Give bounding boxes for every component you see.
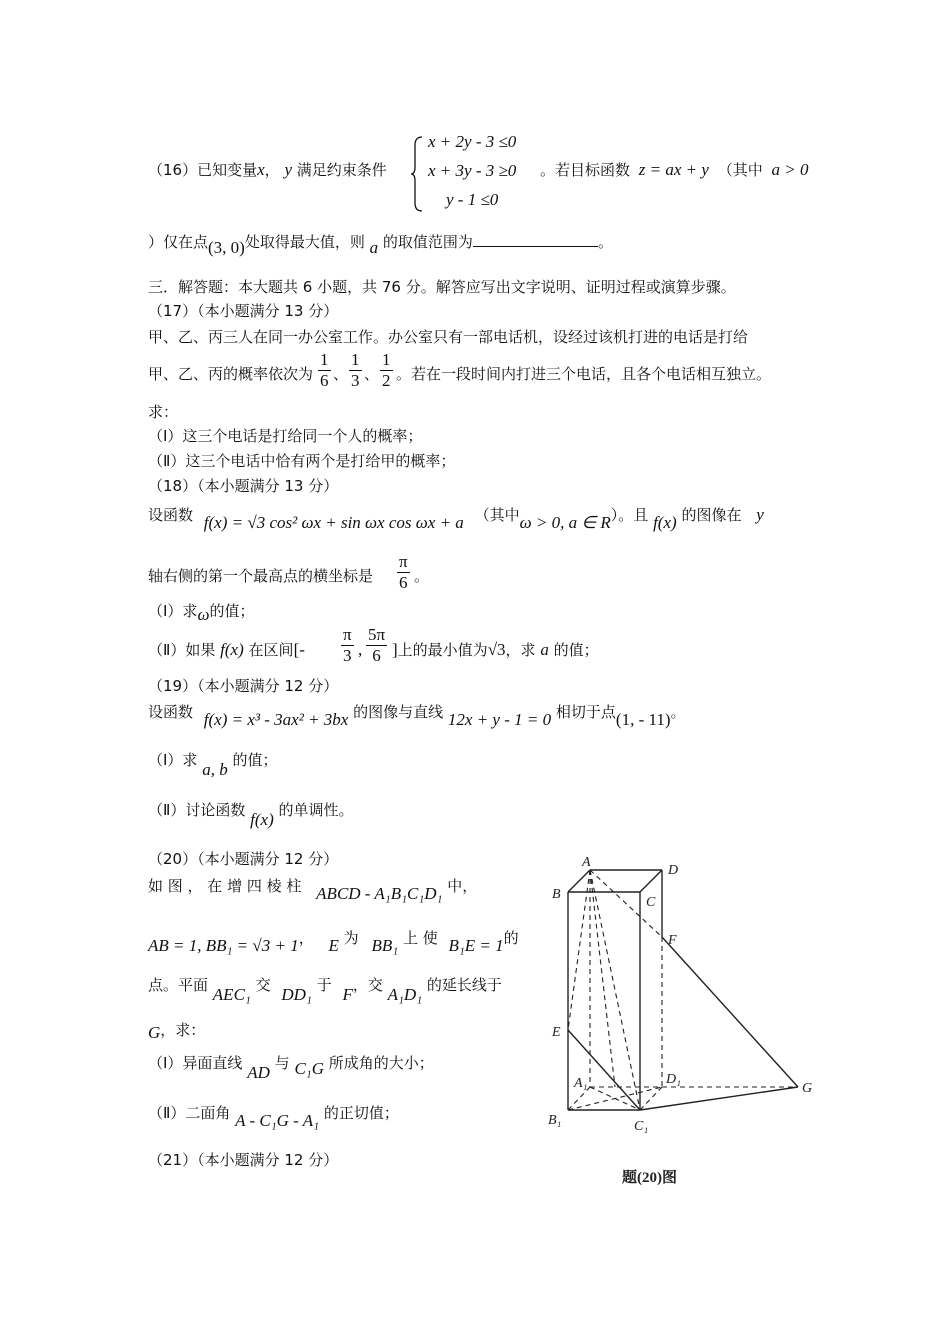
q18-function: f(x) = √3 cos² ωx + sin ωx cos ωx + a bbox=[203, 513, 464, 532]
q20-line1: 如 图 ， 在 增 四 棱 柱 ABCD - A₁B₁C₁D₁ 中， bbox=[148, 877, 478, 903]
q20-heading: （20）（本小题满分 12 分） bbox=[148, 850, 339, 868]
q20-line3: 点。平面 AEC₁ 交 DD₁ 于 F，交 A₁D₁ 的延长线于 bbox=[148, 976, 502, 1004]
q19-function: f(x) = x³ - 3ax² + 3bx bbox=[203, 710, 349, 729]
tangent-line: 12x + y - 1 = 0 bbox=[447, 710, 552, 729]
q19-part-ii: （Ⅱ）讨论函数 f(x) 的单调性。 bbox=[148, 801, 354, 829]
q17-line2b: 。若在一段时间内打进三个电话，且各个电话相互独立。 bbox=[396, 365, 772, 383]
q18-part-i: （Ⅰ）求ω的值； bbox=[148, 602, 255, 624]
fraction-pi-3: $\frac{\pi}{3}$ bbox=[343, 625, 352, 665]
label-A: A bbox=[582, 855, 591, 870]
label-F: F bbox=[668, 933, 677, 948]
constraint-brace bbox=[410, 135, 424, 213]
q19-heading: （19）（本小题满分 12 分） bbox=[148, 677, 339, 695]
q18-line2: 轴右侧的第一个最高点的横坐标是 bbox=[148, 567, 374, 585]
label-C1: C₁ bbox=[634, 1119, 649, 1134]
var-a: a bbox=[369, 238, 379, 257]
answer-blank bbox=[473, 232, 598, 247]
q20-part-i: （Ⅰ）异面直线 AD 与 C₁G 所成角的大小； bbox=[148, 1054, 434, 1082]
objective: z = ax + y bbox=[638, 160, 709, 179]
q18-condition: ω > 0, a ∈ R bbox=[519, 513, 611, 532]
q17-qiu: 求： bbox=[148, 403, 179, 421]
label-G: G bbox=[802, 1081, 813, 1096]
fraction-1-6: $\frac{1}{6}$ bbox=[320, 350, 329, 390]
point: (3, 0) bbox=[208, 238, 245, 257]
var-x: x bbox=[257, 160, 265, 179]
q21-heading: （21）（本小题满分 12 分） bbox=[148, 1151, 339, 1169]
constraint-3: y - 1 ≤0 bbox=[446, 190, 499, 209]
q17-part-ii: （Ⅱ）这三个电话中恰有两个是打给甲的概率； bbox=[148, 452, 456, 470]
q16-line2: ）仅在点(3, 0)处取得最大值，则 a 的取值范围为 。 bbox=[148, 233, 613, 257]
fraction-pi-6: $\frac{\pi}{6}$ bbox=[399, 552, 408, 592]
q16-line1b: 。若目标函数 z = ax + y （其中 a > 0 bbox=[540, 160, 809, 179]
prism-figure bbox=[540, 852, 830, 1192]
label-D1: D₁ bbox=[666, 1072, 681, 1087]
q19-line1: 设函数 f(x) = x³ - 3ax² + 3bx 的图像与直线 12x + y - 1 = 0 相切于点(1, - 11)。 bbox=[148, 703, 686, 729]
q17-heading: （17）（本小题满分 13 分） bbox=[148, 302, 339, 320]
label-B1: B₁ bbox=[548, 1113, 562, 1128]
label-D: D bbox=[668, 863, 679, 878]
q19-part-i: （Ⅰ）求 a, b 的值； bbox=[148, 751, 278, 779]
q20-line2: AB = 1, BB₁ = √3 + 1， E 为 BB₁ 上 使 B₁E = 1的 bbox=[148, 929, 519, 955]
q20-line4: G，求： bbox=[148, 1021, 206, 1042]
constraint-2: x + 3y - 3 ≥0 bbox=[428, 161, 517, 180]
label-E: E bbox=[552, 1025, 561, 1040]
fraction-5pi-6: $\frac{5\pi}{6}$ bbox=[368, 625, 386, 665]
q18-line1: 设函数 f(x) = √3 cos² ωx + sin ωx cos ωx + a （其中ω > 0, a ∈ R）。且 f(x) 的图像在 y bbox=[148, 505, 764, 532]
label-B: B bbox=[552, 887, 561, 902]
section3-heading: 三．解答题：本大题共 6 小题，共 76 分。解答应写出文字说明、证明过程或演算步骤。 bbox=[148, 278, 736, 296]
a-condition: a > 0 bbox=[771, 160, 809, 179]
q18-heading: （18）（本小题满分 13 分） bbox=[148, 477, 339, 495]
q17-part-i: （Ⅰ）这三个电话是打给同一个人的概率； bbox=[148, 427, 423, 445]
label-C: C bbox=[646, 895, 656, 910]
figure-caption: 题(20)图 bbox=[622, 1170, 677, 1186]
fraction-1-3: $\frac{1}{3}$ bbox=[351, 350, 360, 390]
var-y: y bbox=[284, 160, 292, 179]
q16-line1: （16）已知变量x， y 满足约束条件 bbox=[148, 160, 387, 179]
q20-part-ii: （Ⅱ）二面角 A - C₁G - A₁ 的正切值； bbox=[148, 1104, 399, 1130]
constraint-1: x + 2y - 3 ≤0 bbox=[428, 132, 517, 151]
q18-part-ii-a: （Ⅱ）如果 f(x) 在区间[- bbox=[148, 640, 305, 659]
label-A1: A₁ bbox=[574, 1076, 588, 1091]
q17-line2a: 甲、乙、丙的概率依次为 bbox=[148, 365, 314, 383]
fraction-1-2: $\frac{1}{2}$ bbox=[382, 350, 391, 390]
q18-part-ii-b: ]上的最小值为√3，求 a 的值； bbox=[392, 640, 599, 659]
q17-line1: 甲、乙、丙三人在同一办公室工作。办公室只有一部电话机，设经过该机打进的电话是打给 bbox=[148, 328, 749, 346]
